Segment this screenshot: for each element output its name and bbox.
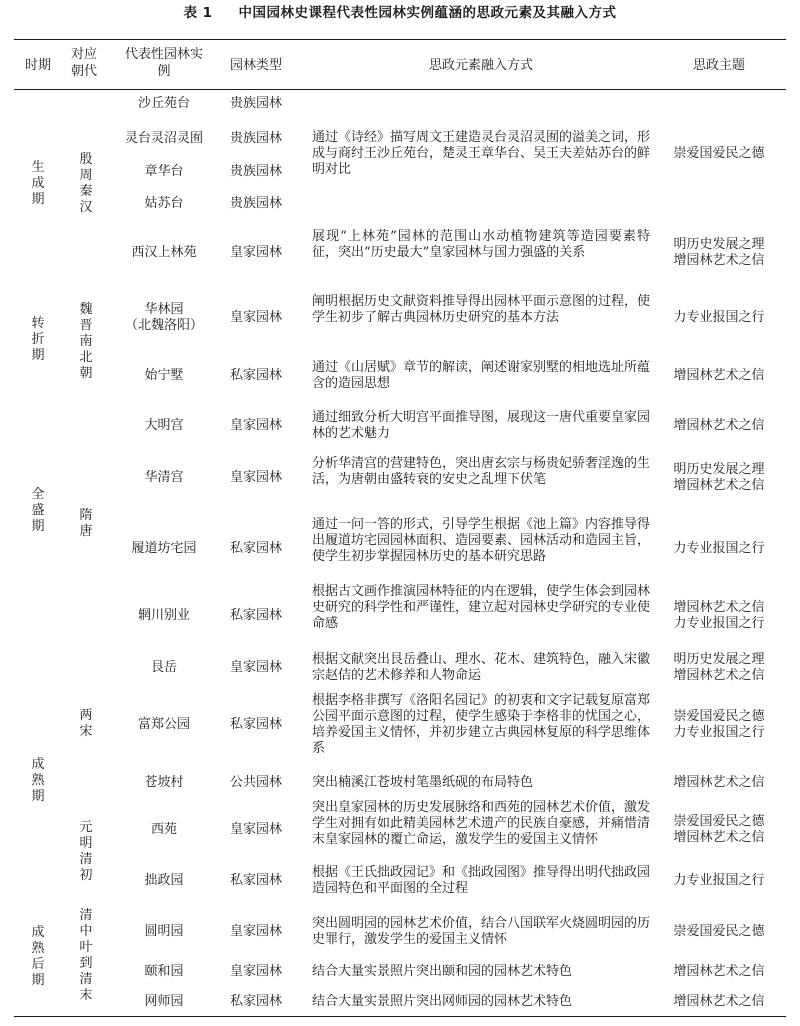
garden-name: 姑苏台 bbox=[144, 196, 184, 211]
garden-name: 辋川别业 bbox=[137, 608, 190, 623]
method-cell: 通过《诗经》描写周文王建造灵台灵沼灵囿的溢美之词，形成与商纣王沙丘苑台，楚灵王章华台、吴王夫差姑苏台的鲜明对比 bbox=[312, 130, 651, 177]
theme-cell: 明历史发展之理 增园林艺术之信 bbox=[673, 462, 765, 493]
garden-name: 艮岳 bbox=[150, 660, 177, 675]
theme-cell: 崇爱国爱民之德 力专业报国之行 bbox=[673, 709, 765, 740]
garden-name: 富郑公园 bbox=[137, 717, 190, 732]
theme-cell: 增园林艺术之信 bbox=[673, 994, 765, 1009]
dynasty-cell: 两宋 bbox=[79, 708, 93, 739]
theme-cell: 力专业报国之行 bbox=[673, 310, 765, 325]
garden-name: 网师园 bbox=[144, 994, 184, 1009]
method-cell: 突出皇家园林的历史发展脉络和西苑的园林艺术价值，激发学生对拥有如此精美园林艺术遗产的民族自豪感，并痛惜清末皇家园林的覆亡命运，激发学生的爱国主义情怀 bbox=[312, 800, 651, 847]
garden-type: 皇家园林 bbox=[229, 964, 282, 979]
theme-cell: 崇爱国爱民之德 bbox=[673, 924, 765, 939]
garden-type: 私家园林 bbox=[229, 717, 282, 732]
garden-type: 皇家园林 bbox=[229, 418, 282, 433]
header-type: 园林类型 bbox=[229, 58, 282, 73]
method-cell: 通过细致分析大明宫平面推导图，展现这一唐代重要皇家园林的艺术魅力 bbox=[312, 410, 651, 441]
garden-type: 皇家园林 bbox=[229, 924, 282, 939]
garden-name: 西汉上林苑 bbox=[131, 245, 197, 260]
theme-cell: 明历史发展之理 增园林艺术之信 bbox=[673, 237, 765, 268]
garden-type: 私家园林 bbox=[229, 608, 282, 623]
garden-name: 大明宫 bbox=[144, 418, 184, 433]
garden-type: 贵族园林 bbox=[229, 96, 282, 111]
method-cell: 展现“上林苑”园林的范围山水动植物建筑等造园要素特征，突出“历史最大”皇家园林与国力强盛的关系 bbox=[312, 229, 650, 260]
garden-name: 圆明园 bbox=[144, 924, 184, 939]
garden-name: 华林园 （北魏洛阳） bbox=[124, 302, 203, 333]
method-cell: 突出圆明园的园林艺术价值，结合八国联军火烧圆明园的历史罪行，激发学生的爱国主义情怀 bbox=[312, 916, 651, 947]
dynasty-cell: 元明清初 bbox=[79, 820, 93, 883]
garden-name: 履道坊宅园 bbox=[131, 541, 197, 556]
method-cell: 阐明根据历史文献资料推导得出园林平面示意图的过程，使学生初步了解古典园林历史研究的基本方法 bbox=[312, 294, 651, 325]
garden-type: 皇家园林 bbox=[229, 822, 282, 837]
header-dynasty: 对应朝代 bbox=[70, 47, 97, 79]
dynasty-cell: 殷周秦汉 bbox=[79, 152, 93, 215]
garden-type: 皇家园林 bbox=[229, 245, 282, 260]
theme-cell: 增园林艺术之信 bbox=[673, 964, 765, 979]
garden-name: 苍坡村 bbox=[144, 775, 184, 790]
garden-type: 皇家园林 bbox=[229, 470, 282, 485]
garden-name: 拙政园 bbox=[144, 873, 184, 888]
theme-cell: 力专业报国之行 bbox=[673, 541, 765, 556]
header-theme: 思政主题 bbox=[692, 58, 745, 73]
method-cell: 根据文献突出艮岳叠山、理水、花木、建筑特色，融入宋徽宗赵佶的艺术修养和人物命运 bbox=[312, 652, 651, 683]
garden-type: 贵族园林 bbox=[229, 131, 282, 146]
theme-cell: 增园林艺术之信 bbox=[673, 418, 765, 433]
period-cell: 全盛期 bbox=[31, 487, 45, 534]
method-cell: 结合大量实景照片突出颐和园的园林艺术特色 bbox=[312, 964, 573, 979]
theme-cell: 崇爱国爱民之德 增园林艺术之信 bbox=[673, 814, 765, 845]
period-cell: 转折期 bbox=[31, 316, 45, 363]
theme-cell: 力专业报国之行 bbox=[673, 873, 765, 888]
method-cell: 根据《王氏拙政园记》和《拙政园图》推导得出明代拙政园造园特色和平面图的全过程 bbox=[312, 865, 651, 896]
garden-type: 私家园林 bbox=[229, 873, 282, 888]
garden-type: 皇家园林 bbox=[229, 310, 282, 325]
period-cell: 成熟后期 bbox=[31, 925, 45, 988]
method-cell: 结合大量实景照片突出网师园的园林艺术特色 bbox=[312, 994, 573, 1009]
theme-cell: 增园林艺术之信 力专业报国之行 bbox=[673, 600, 765, 631]
garden-name: 章华台 bbox=[144, 164, 184, 179]
dynasty-cell: 清中叶到清末 bbox=[79, 908, 93, 1003]
garden-type: 皇家园林 bbox=[229, 660, 282, 675]
garden-type: 私家园林 bbox=[229, 541, 282, 556]
method-cell: 突出楠溪江苍坡村笔墨纸砚的布局特色 bbox=[312, 775, 534, 790]
garden-type: 公共园林 bbox=[229, 775, 282, 790]
period-cell: 生成期 bbox=[31, 160, 45, 207]
garden-name: 颐和园 bbox=[144, 964, 184, 979]
table-title: 中国园林史课程代表性园林实例蕴涵的思政元素及其融入方式 bbox=[238, 5, 617, 21]
table-top-rule bbox=[14, 39, 786, 40]
table-number: 表 1 bbox=[183, 5, 213, 21]
dynasty-cell: 隋唐 bbox=[79, 508, 93, 539]
method-cell: 分析华清宫的营建特色，突出唐玄宗与杨贵妃骄奢淫逸的生活，为唐朝由盛转衰的安史之乱埋下伏笔 bbox=[312, 456, 651, 487]
garden-name: 华清宫 bbox=[144, 470, 184, 485]
garden-type: 私家园林 bbox=[229, 994, 282, 1009]
theme-cell: 崇爱国爱民之德 bbox=[673, 146, 765, 161]
method-cell: 通过《山居赋》章节的解读，阐述谢家别墅的相地选址所蕴含的造园思想 bbox=[312, 360, 651, 391]
table-caption bbox=[0, 2, 800, 24]
dynasty-cell: 魏晋南北朝 bbox=[79, 302, 93, 381]
header-method: 思政元素融入方式 bbox=[428, 58, 533, 73]
method-cell: 根据李格非撰写《洛阳名园记》的初衷和文字记载复原富郑公园平面示意图的过程，使学生感染于李格非的忧国之心，培养爱国主义情怀，并初步建立古典园林复原的科学思维体系 bbox=[312, 693, 651, 756]
theme-cell: 增园林艺术之信 bbox=[673, 368, 765, 383]
table-bottom-rule bbox=[14, 1016, 786, 1017]
garden-name: 沙丘苑台 bbox=[137, 96, 190, 111]
table-header-rule bbox=[14, 89, 786, 90]
theme-cell: 明历史发展之理 增园林艺术之信 bbox=[673, 652, 765, 683]
method-cell: 通过一问一答的形式，引导学生根据《池上篇》内容推导得出履道坊宅园园林面积、造园要素、园林活动和造园主旨，使学生初步掌握园林历史的基本研究思路 bbox=[312, 517, 651, 564]
garden-type: 私家园林 bbox=[229, 368, 282, 383]
garden-type: 贵族园林 bbox=[229, 164, 282, 179]
header-period: 时期 bbox=[24, 58, 51, 73]
garden-name: 西苑 bbox=[150, 822, 177, 837]
period-cell: 成熟期 bbox=[31, 757, 45, 804]
header-garden: 代表性园林实例 bbox=[124, 47, 203, 79]
garden-type: 贵族园林 bbox=[229, 196, 282, 211]
garden-name: 始宁墅 bbox=[144, 368, 184, 383]
garden-name: 灵台灵沼灵囿 bbox=[124, 131, 203, 146]
theme-cell: 增园林艺术之信 bbox=[673, 775, 765, 790]
method-cell: 根据古文画作推演园林特征的内在逻辑，使学生体会到园林史研究的科学性和严谨性，建立起对园林史学研究的专业使命感 bbox=[312, 584, 651, 631]
